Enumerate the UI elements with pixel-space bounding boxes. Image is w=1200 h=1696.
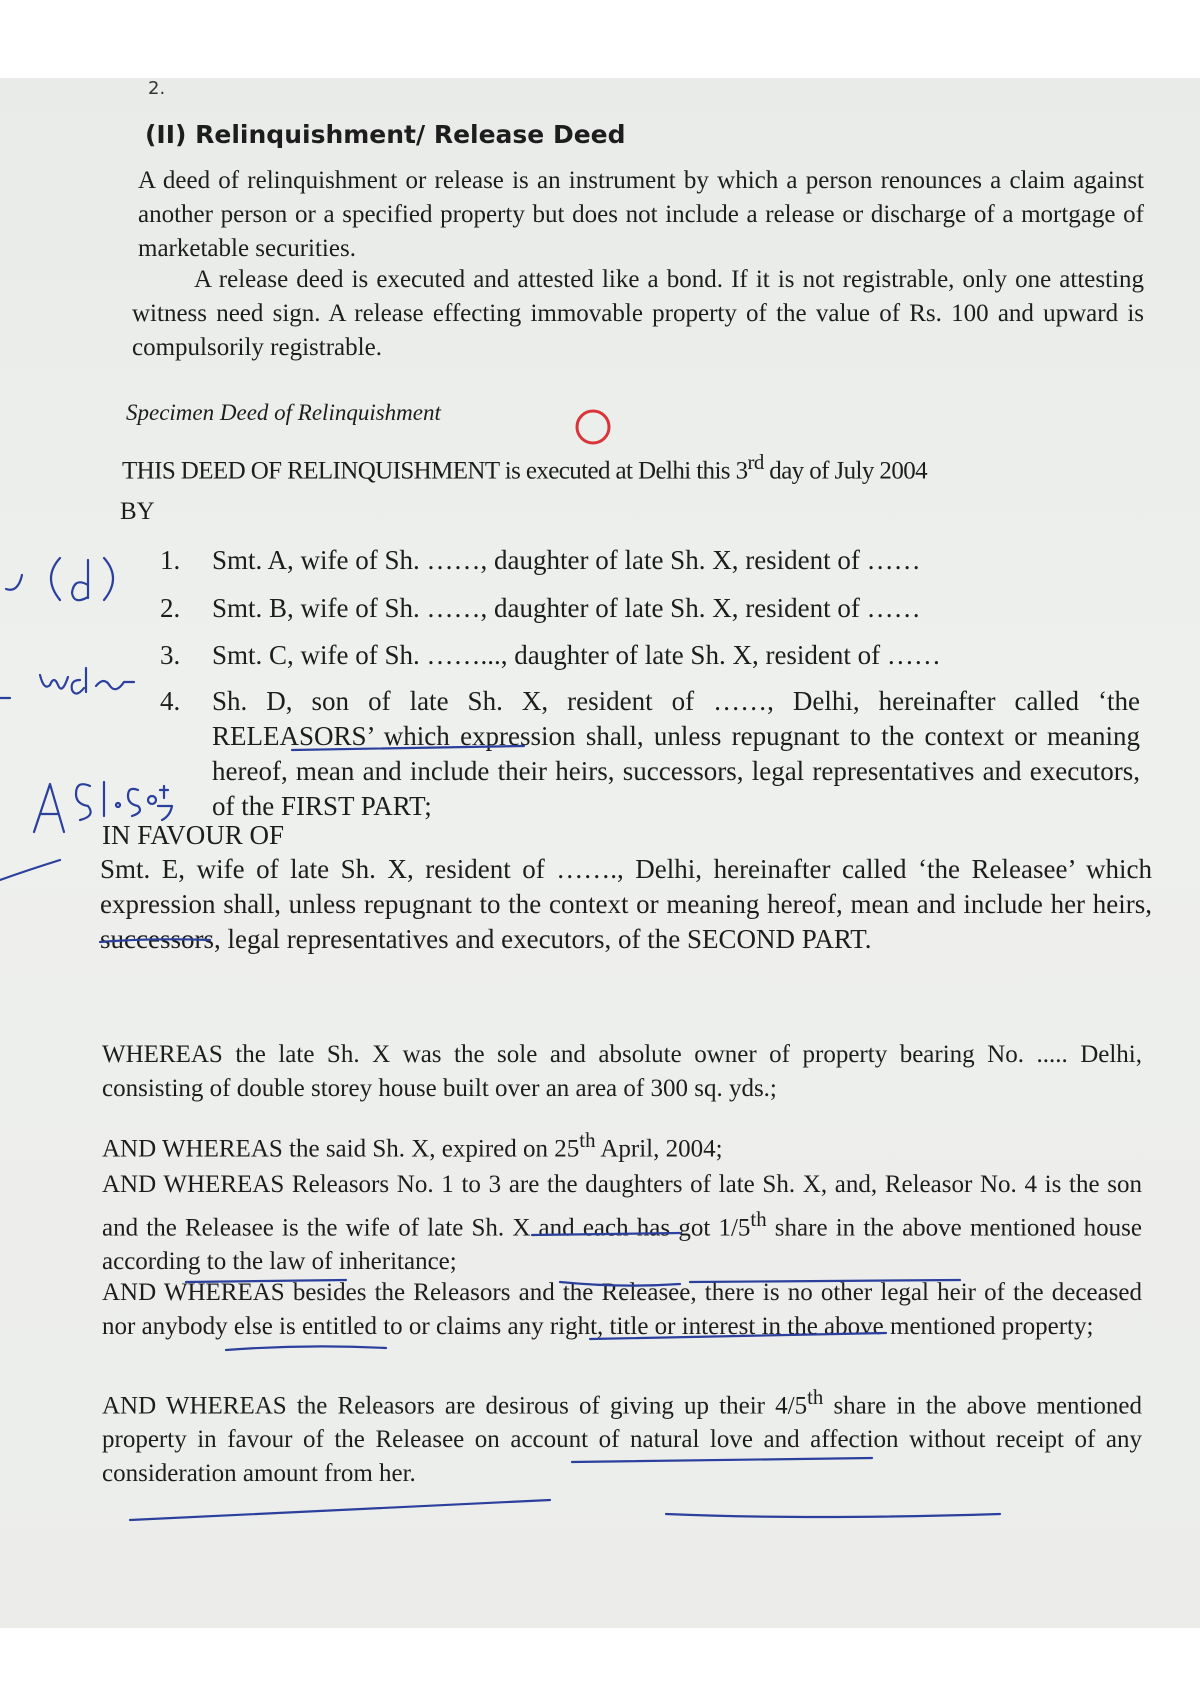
whereas-3-text-end: share in the above mentioned house according to the law of inheritance; (102, 1214, 1142, 1276)
whereas-clause-2 (102, 1123, 1142, 1166)
releasor-number: 4. (160, 686, 181, 716)
releasor-number: 2. (160, 593, 181, 623)
whereas-3-superscript: th (750, 1207, 767, 1231)
releasor-number: 1. (160, 545, 181, 575)
in-favour-label: IN FAVOUR OF (102, 820, 285, 850)
releasor-number: 3. (160, 640, 181, 670)
whereas-clause-1: WHEREAS the late Sh. X was the sole and absolute owner of property bearing No. ..... Delhi, consisting of double storey house built over an area of 300 sq. yds.; (102, 1041, 1142, 1102)
releasor-text: Smt. C, wife of Sh. ……..., daughter of late Sh. X, resident of …… (212, 640, 941, 670)
releasor-item (160, 638, 1140, 673)
executed-line-superscript: rd (747, 450, 764, 474)
whereas-3-text: AND WHEREAS Releasors No. 1 to 3 are the daughters of late Sh. X, and, Releasor No. 4 is the son and the Releasee is the wife of late Sh. X and each has got 1/5 (102, 1171, 1142, 1242)
by-label: BY (120, 498, 155, 525)
execution-paragraph: A release deed is executed and attested like a bond. If it is not registrable, only one attesting witness need sign. A release effecting immovable property of the value of Rs. 100 and upward is compulsorily registrable. (132, 266, 1144, 361)
whereas-clause-3 (102, 1168, 1142, 1279)
whereas-5-text: AND WHEREAS the Releasors are desirous of giving up their 4/5 (102, 1392, 808, 1420)
releasor-item (160, 684, 1140, 824)
specimen-title: Specimen Deed of Relinquishment (126, 400, 441, 425)
releasor-text: Smt. B, wife of Sh. ……, daughter of late Sh. X, resident of …… (212, 593, 921, 623)
section-heading: (II) Relinquishment/ Release Deed (145, 120, 626, 149)
releasor-text: Smt. A, wife of Sh. ……, daughter of late Sh. X, resident of …… (212, 545, 921, 575)
whereas-clause-4: AND WHEREAS besides the Releasors and the Releasee, there is no other legal heir of the deceased nor anybody else is entitled to or claims any right, title or interest in the above mentioned property; (102, 1279, 1142, 1340)
whereas-5-text-end: share in the above mentioned property in favour of the Releasee on account of natural love and affection without receipt of any consideration amount from her. (102, 1392, 1142, 1488)
releasor-text: Sh. D, son of late Sh. X, resident of ……, Delhi, hereinafter called ‘the RELEASORS’ which expression shall, unless repugnant to the context or meaning hereof, mean and include their heirs, successors, legal representatives and executors, of the FIRST PART; (212, 686, 1140, 821)
executed-line (122, 450, 927, 485)
releasee-paragraph: Smt. E, wife of late Sh. X, resident of ……., Delhi, hereinafter called ‘the Releasee’ which expression shall, unless repugnant to the context or meaning hereof, mean and include her heirs, successors, legal representatives and executors, of the SECOND PART. (100, 854, 1152, 954)
document-page (100, 78, 1160, 1628)
intro-paragraph: A deed of relinquishment or release is an instrument by which a person renounces a claim against another person or a specified property but does not include a release or discharge of a mortgage of marketable securities. (138, 167, 1144, 262)
whereas-clause-5 (102, 1380, 1142, 1491)
releasor-item (160, 543, 1140, 578)
page-number: 2. (148, 78, 166, 99)
whereas-5-superscript: th (807, 1385, 824, 1409)
releasor-item (160, 591, 1140, 626)
whereas-2-text-end: April, 2004; (595, 1135, 723, 1163)
whereas-2-text: AND WHEREAS the said Sh. X, expired on 25 (102, 1135, 580, 1163)
executed-line-text: THIS DEED OF RELINQUISHMENT is executed at Delhi this 3 (122, 457, 748, 485)
executed-line-date: day of July 2004 (763, 457, 928, 485)
whereas-2-superscript: th (579, 1128, 596, 1152)
